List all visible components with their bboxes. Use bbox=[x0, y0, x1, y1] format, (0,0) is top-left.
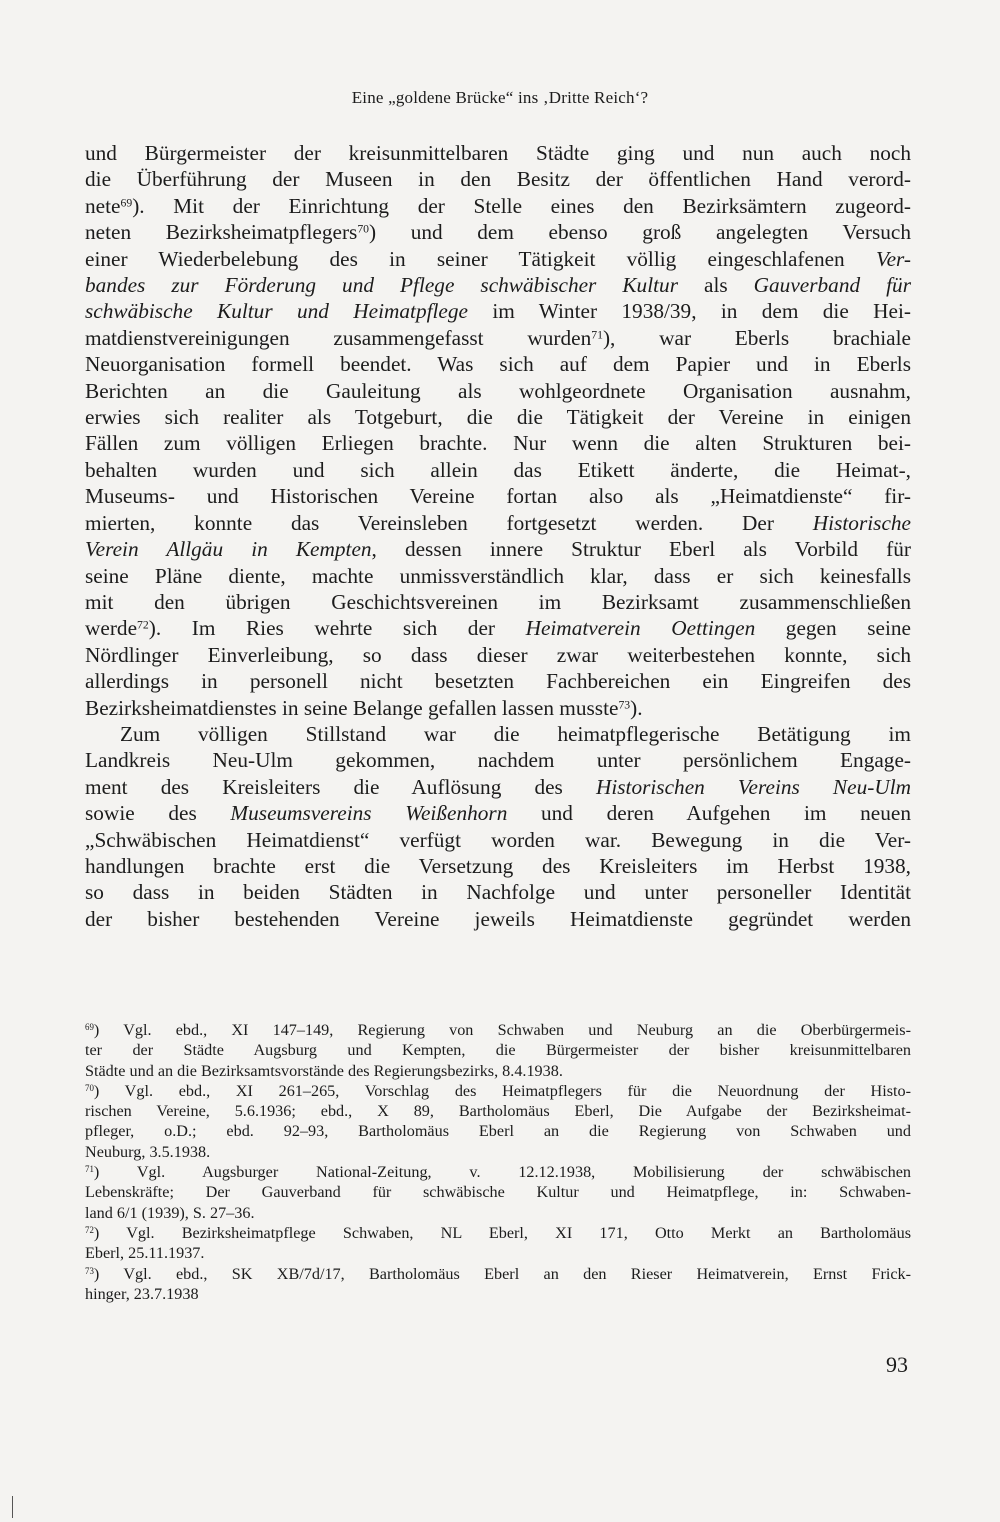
body-line bbox=[85, 457, 911, 483]
footnote-ref: 73 bbox=[618, 698, 631, 712]
italic-text: Museumsvereins Weißenhorn bbox=[230, 801, 508, 826]
footnote-line bbox=[85, 1061, 911, 1081]
italic-text: Historischen Vereins Neu-Ulm bbox=[595, 774, 911, 799]
text-run: einer Wiederbelebung des in seiner Tätigkeit völlig eingeschlafenen bbox=[85, 246, 876, 271]
text-run: , dessen innere Struktur Eberl als Vorbild für bbox=[371, 537, 911, 562]
body-line bbox=[85, 906, 911, 932]
text-run: ). Mit der Einrichtung der Stelle eines den Bezirksämtern zugeord- bbox=[132, 193, 911, 218]
text-run: „Schwäbischen Heimatdienst“ verfügt worden war. Bewegung in die Ver- bbox=[85, 827, 911, 852]
body-line bbox=[85, 510, 911, 536]
body-text bbox=[85, 140, 911, 932]
body-line bbox=[85, 747, 911, 773]
italic-text: Heimatverein Oettingen bbox=[525, 616, 756, 641]
text-run: Landkreis Neu-Ulm gekommen, nachdem unter persönlichem Engage- bbox=[85, 748, 911, 773]
text-run: Eberl, 25.11.1937. bbox=[85, 1244, 205, 1263]
footnote-ref: 72 bbox=[85, 1225, 94, 1236]
body-line bbox=[85, 615, 911, 641]
italic-text: schwäbische Kultur und Heimatpflege bbox=[85, 299, 468, 324]
text-run: ), war Eberls brachiale bbox=[602, 325, 911, 350]
footnote-ref: 73 bbox=[85, 1265, 94, 1276]
text-run: nete bbox=[85, 193, 121, 218]
scan-edge-mark bbox=[12, 1496, 13, 1518]
text-run: hinger, 23.7.1938 bbox=[85, 1284, 199, 1303]
text-run: Städte und an die Bezirksamtsvorstände des Regierungsbezirks, 8.4.1938. bbox=[85, 1061, 563, 1080]
body-line bbox=[85, 166, 911, 192]
body-line bbox=[85, 193, 911, 219]
footnote-line bbox=[85, 1243, 911, 1263]
text-run: pfleger, o.D.; ebd. 92–93, Bartholomäus Eberl an die Regierung von Schwaben und bbox=[85, 1122, 911, 1141]
text-run: ) Vgl. ebd., SK XB/7d/17, Bartholomäus Eberl an den Rieser Heimatverein, Ernst Frick- bbox=[93, 1264, 911, 1283]
text-run: Museums- und Historischen Vereine fortan also als „Heimatdienste“ fir- bbox=[85, 484, 911, 509]
body-line bbox=[85, 642, 911, 668]
body-line bbox=[85, 721, 911, 747]
text-run: Neuorganisation formell beendet. Was sich auf dem Papier und in Eberls bbox=[85, 352, 911, 377]
text-run: sowie des bbox=[85, 801, 231, 826]
text-run: gegen seine bbox=[755, 616, 911, 641]
text-run: handlungen brachte erst die Versetzung des Kreisleiters im Herbst 1938, bbox=[85, 853, 911, 878]
text-run: ter der Städte Augsburg und Kempten, die Bürgermeister der bisher kreisunmittelbaren bbox=[85, 1041, 911, 1060]
body-line bbox=[85, 879, 911, 905]
text-run: ) Vgl. Augsburger National-Zeitung, v. 12.12.1938, Mobilisierung der schwäbischen bbox=[93, 1163, 911, 1182]
text-run: ) und dem ebenso groß angelegten Versuch bbox=[369, 220, 911, 245]
footnote-line bbox=[85, 1101, 911, 1121]
text-run: als bbox=[677, 273, 754, 298]
body-line bbox=[85, 404, 911, 430]
text-run: neten Bezirksheimatpflegers bbox=[85, 220, 358, 245]
body-line bbox=[85, 378, 911, 404]
footnote-line bbox=[85, 1142, 911, 1162]
text-run: ). bbox=[630, 695, 643, 720]
text-run: werde bbox=[85, 616, 138, 641]
footnote-line bbox=[85, 1264, 911, 1284]
text-run: so dass in beiden Städten in Nachfolge und unter personeller Identität bbox=[85, 880, 911, 905]
body-line bbox=[85, 800, 911, 826]
footnote-line bbox=[85, 1162, 911, 1182]
text-run: rischen Vereine, 5.6.1936; ebd., X 89, Bartholomäus Eberl, Die Aufgabe der Bezirksheimat- bbox=[85, 1102, 911, 1121]
text-run: Nördlinger Einverleibung, so dass dieser zwar weiterbestehen konnte, sich bbox=[85, 642, 911, 667]
body-line bbox=[85, 774, 911, 800]
text-run: mierten, konnte das Vereinsleben fortgesetzt werden. Der bbox=[85, 510, 813, 535]
footnote-ref: 71 bbox=[85, 1164, 94, 1175]
body-line bbox=[85, 695, 911, 721]
body-line bbox=[85, 298, 911, 324]
footnote-ref: 70 bbox=[85, 1083, 94, 1093]
text-run: mit den übrigen Geschichtsvereinen im Bezirksamt zusammenschließen bbox=[85, 589, 911, 614]
body-line bbox=[85, 536, 911, 562]
text-run: Neuburg, 3.5.1938. bbox=[85, 1142, 211, 1161]
running-head: Eine „goldene Brücke“ ins ‚Dritte Reich‘? bbox=[351, 88, 649, 107]
footnotes bbox=[85, 1020, 911, 1304]
body-line bbox=[85, 140, 911, 166]
italic-text: Ver- bbox=[875, 246, 911, 271]
text-run: ). Im Ries wehrte sich der bbox=[148, 616, 526, 641]
text-run: und deren Aufgehen im neuen bbox=[507, 801, 911, 826]
text-run: im Winter 1938/39, in dem die Hei- bbox=[467, 299, 911, 324]
body-line bbox=[85, 219, 911, 245]
text-run: Bezirksheimatdienstes in seine Belange gefallen lassen musste bbox=[85, 695, 619, 720]
footnote-ref: 69 bbox=[85, 1022, 94, 1033]
footnote-ref: 71 bbox=[591, 328, 603, 342]
text-run: Berichten an die Gauleitung als wohlgeordnete Organisation ausnahm, bbox=[85, 378, 911, 403]
footnote-ref: 69 bbox=[120, 196, 133, 210]
body-line bbox=[85, 351, 911, 377]
footnote-line bbox=[85, 1020, 911, 1040]
body-line bbox=[85, 589, 911, 615]
body-line bbox=[85, 853, 911, 879]
italic-text: bandes zur Förderung und Pflege schwäbischer Kultur bbox=[85, 273, 678, 298]
body-line bbox=[85, 668, 911, 694]
text-run: ) Vgl. ebd., XI 147–149, Regierung von Schwaben und Neuburg an die Oberbürgermeis- bbox=[93, 1021, 911, 1039]
footnote-line bbox=[85, 1121, 911, 1141]
footnote-line bbox=[85, 1182, 911, 1202]
footnote-line bbox=[85, 1040, 911, 1060]
text-run: seine Pläne diente, machte unmissverständlich klar, dass er sich keinesfalls bbox=[85, 563, 911, 588]
text-run: Fällen zum völligen Erliegen brachte. Nur wenn die alten Strukturen bei- bbox=[85, 431, 911, 456]
body-line bbox=[85, 246, 911, 272]
italic-text: Historische bbox=[812, 510, 911, 535]
text-run: allerdings in personell nicht besetzten Fachbereichen ein Eingreifen des bbox=[85, 669, 911, 694]
body-line bbox=[85, 272, 911, 298]
text-run: ) Vgl. Bezirksheimatpflege Schwaben, NL Eberl, XI 171, Otto Merkt an Bartholomäus bbox=[93, 1223, 911, 1242]
text-run: ) Vgl. ebd., XI 261–265, Vorschlag des Heimatpflegers für die Neuordnung der Histo- bbox=[93, 1081, 911, 1100]
footnote-line bbox=[85, 1284, 911, 1304]
page-number: 93 bbox=[886, 1352, 908, 1377]
text-run: Zum völligen Stillstand war die heimatpflegerische Betätigung im bbox=[120, 721, 911, 746]
footnote-ref: 72 bbox=[137, 618, 149, 632]
text-run: Lebenskräfte; Der Gauverband für schwäbische Kultur und Heimatpflege, in: Schwaben- bbox=[85, 1183, 911, 1202]
body-line bbox=[85, 430, 911, 456]
italic-text: Verein Allgäu in Kempten bbox=[85, 537, 372, 562]
text-run: der bisher bestehenden Vereine jeweils Heimatdienste gegründet werden bbox=[85, 906, 911, 931]
text-run: matdienstvereinigungen zusammengefasst wurden bbox=[85, 325, 592, 350]
body-line bbox=[85, 563, 911, 589]
body-line bbox=[85, 827, 911, 853]
body-line bbox=[85, 483, 911, 509]
text-run: und Bürgermeister der kreisunmittelbaren Städte ging und nun auch noch bbox=[85, 141, 911, 165]
footnote-line bbox=[85, 1081, 911, 1101]
body-line bbox=[85, 325, 911, 351]
footnote-ref: 70 bbox=[357, 222, 370, 236]
text-run: ment des Kreisleiters die Auflösung des bbox=[85, 774, 596, 799]
text-run: behalten wurden und sich allein das Etikett änderte, die Heimat-, bbox=[85, 457, 911, 482]
text-run: die Überführung der Museen in den Besitz der öffentlichen Hand verord- bbox=[85, 167, 911, 192]
text-run: land 6/1 (1939), S. 27–36. bbox=[85, 1203, 255, 1222]
footnote-line bbox=[85, 1203, 911, 1223]
footnote-line bbox=[85, 1223, 911, 1243]
text-run: erwies sich realiter als Totgeburt, die die Tätigkeit der Vereine in einigen bbox=[85, 405, 911, 430]
italic-text: Gauverband für bbox=[753, 273, 911, 298]
